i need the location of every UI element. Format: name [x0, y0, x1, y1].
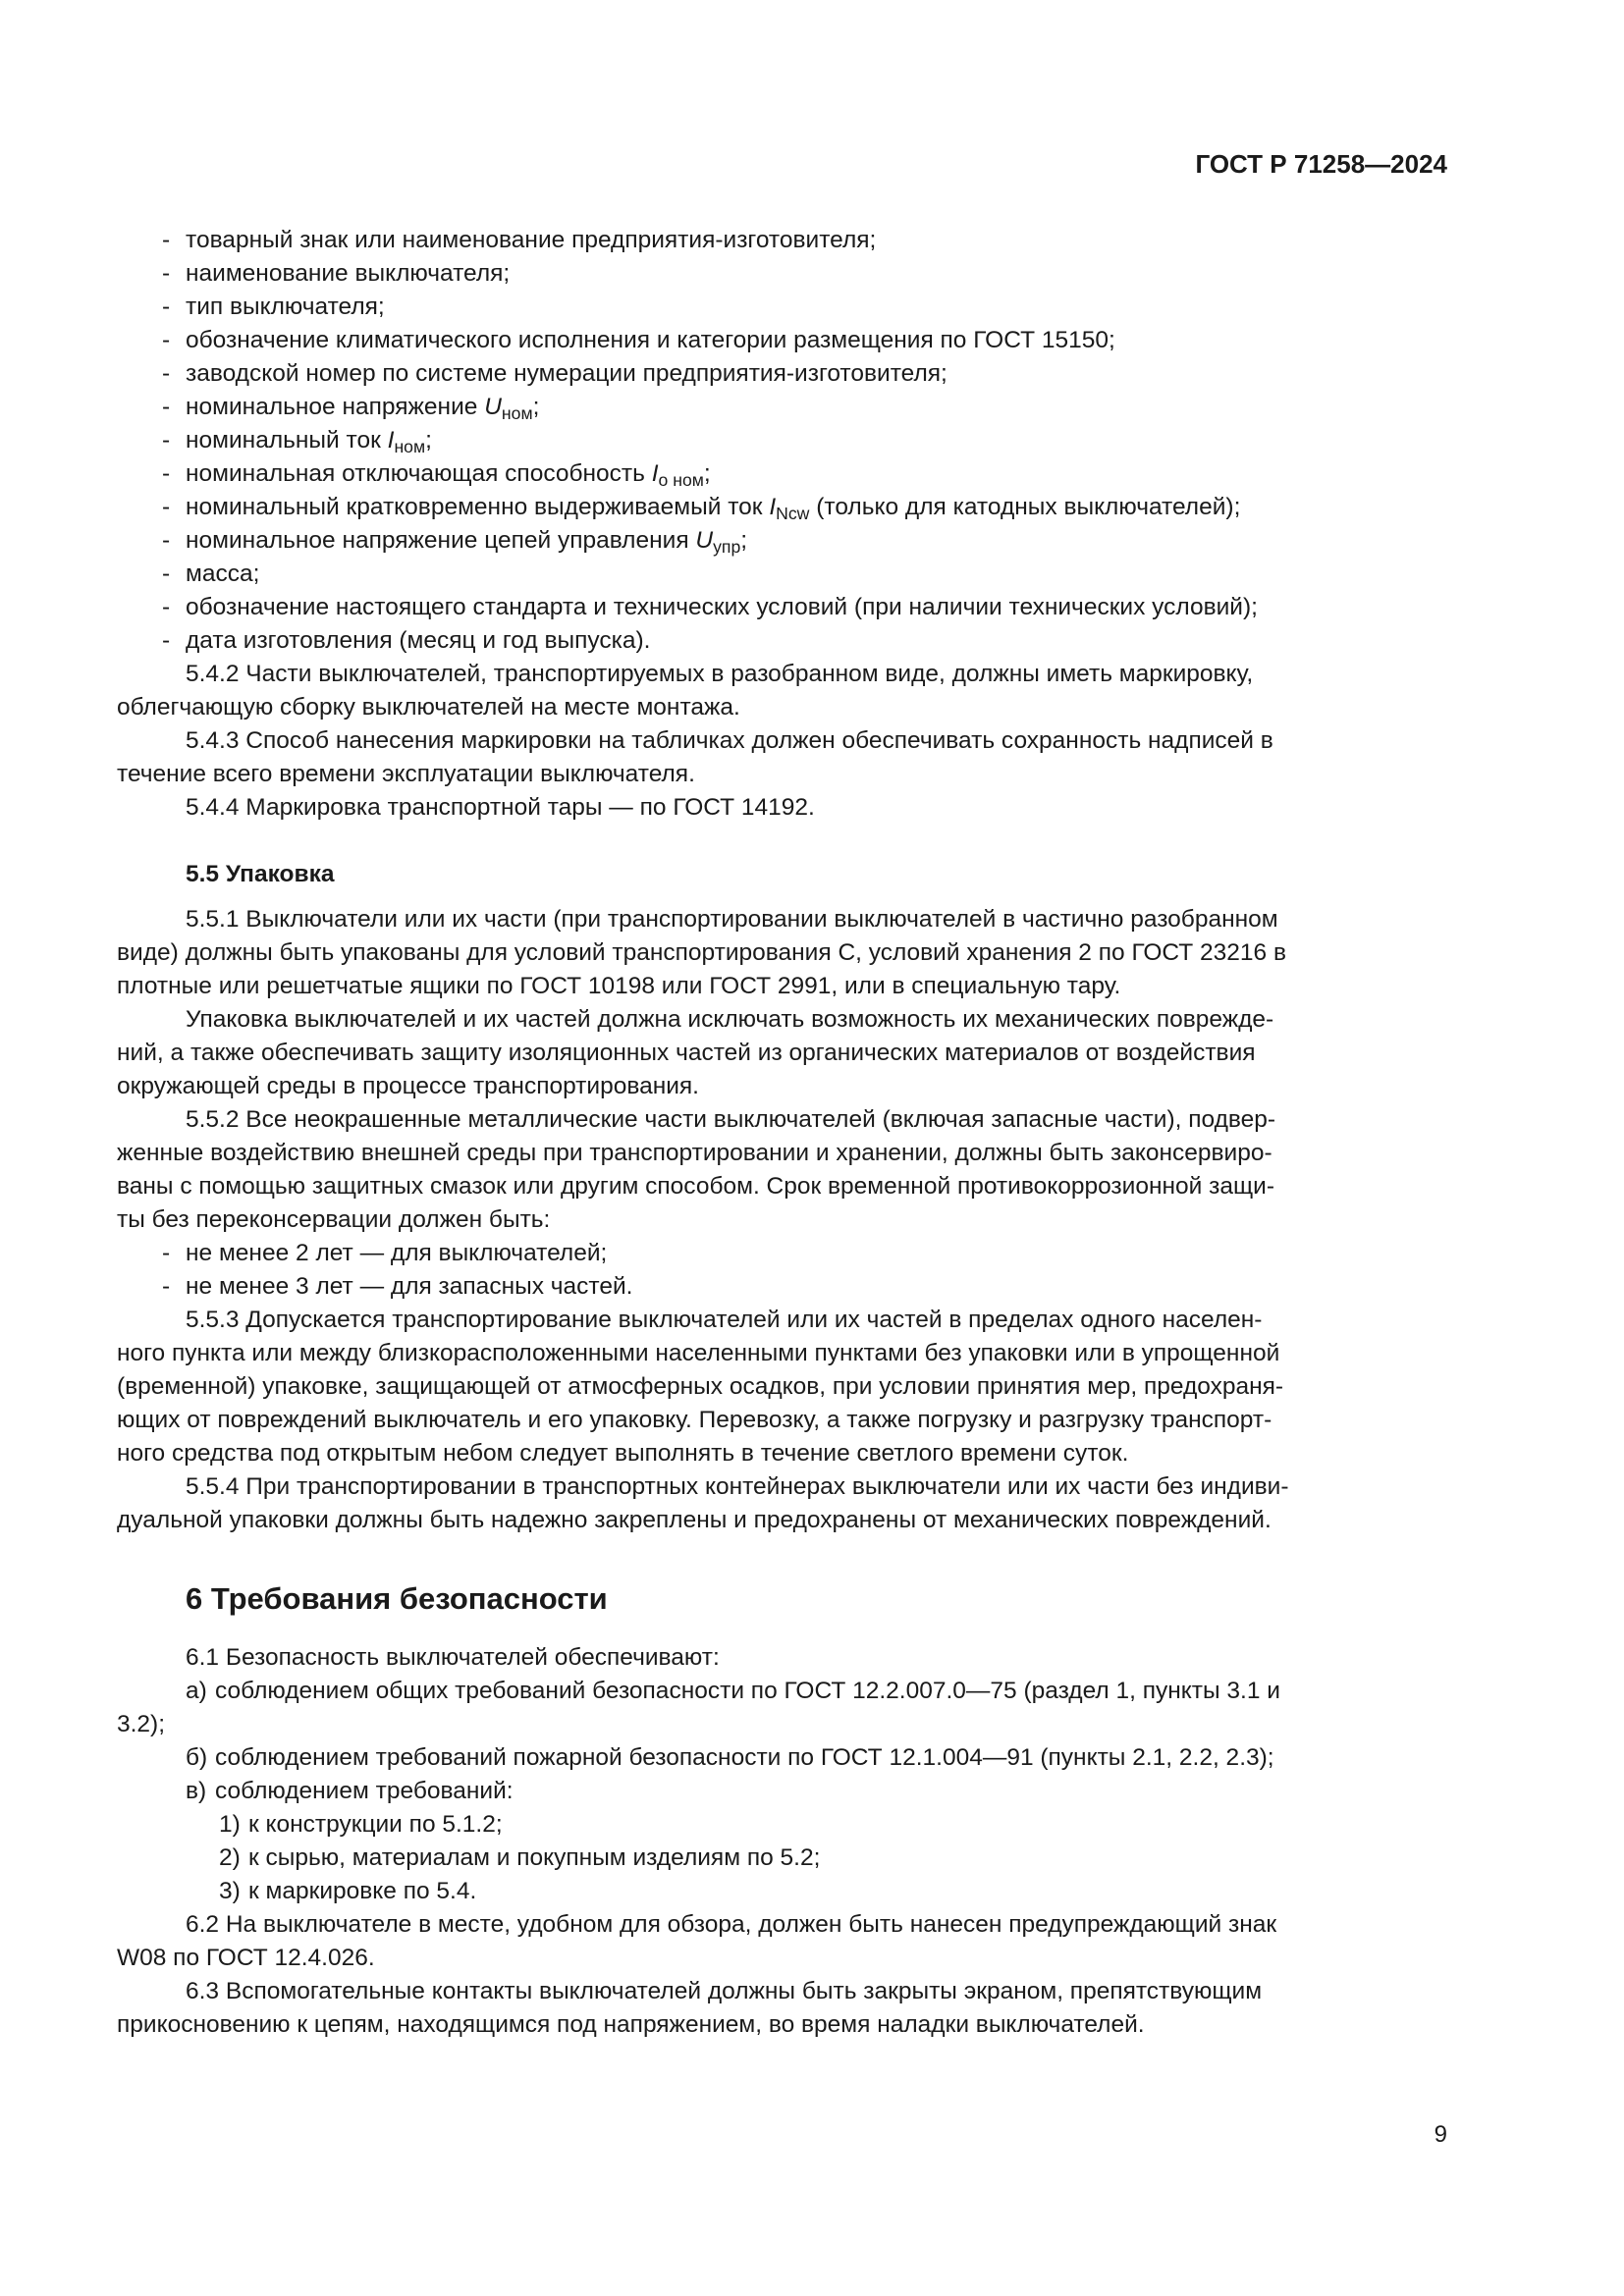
paragraph-5-4-2: 5.4.2 Части выключателей, транспортируемых в разобранном виде, должны иметь маркировку, облегчающую сборку выключателей на месте монтажа. [117, 661, 1254, 721]
paragraph-5-4-3: 5.4.3 Способ нанесения маркировки на табличках должен обеспечивать сохранность надписей в течение всего времени эксплуатации выключателя. [117, 727, 1273, 787]
list-item: в) соблюдением требований: [186, 1778, 514, 1804]
symbol-u: U [695, 527, 714, 554]
list-item-continuation: 3.2); [117, 1711, 166, 1737]
page-number: 9 [1434, 2121, 1447, 2148]
term-list [117, 1237, 1447, 1304]
list-item: - номинальное напряжение $U_{ном}$; [162, 394, 540, 423]
list-item: 3) к маркировке по 5.4. [219, 1878, 477, 1904]
paragraph-5-5-4: 5.5.4 При транспортировании в транспортных контейнерах выключатели или их части без индиви- дуальной упаковки должны быть надежно закреплены и предохранены от механических повреждений. [117, 1473, 1289, 1533]
list-item: - товарный знак или наименование предприятия-изготовителя; [162, 227, 877, 253]
paragraph-6-2: 6.2 На выключателе в месте, удобном для обзора, должен быть нанесен предупреждающий знак W08 по ГОСТ 12.4.026. [117, 1911, 1277, 1971]
page-body [117, 224, 1447, 2042]
paragraph-5-5-3: 5.5.3 Допускается транспортирование выключателей или их частей в пределах одного населен- ного пункта или между близкорасположенными населенными пунктами без упаковки или в упрощенной (временной) упаковке, защищающей от атмосферных осадков, при условии принятия мер, предохраня- ющих от повреждений выключатель и его упаковку. Перевозку, а также погрузку и разгрузку транспорт- ного средства под открытым небом следует выполнять в течение светлого времени суток. [117, 1307, 1284, 1467]
list-item: 1) к конструкции по 5.1.2; [219, 1811, 503, 1838]
symbol-i: I [387, 427, 395, 454]
symbol-u: U [484, 394, 502, 420]
list-item: - масса; [162, 561, 260, 587]
list-item: - не менее 2 лет — для выключателей; [162, 1240, 608, 1266]
list-item: - номинальная отключающая способность $I_{о ном}$; [162, 460, 711, 490]
symbol-i: I [769, 494, 777, 520]
list-item: - наименование выключателя; [162, 260, 511, 287]
list-item: - не менее 3 лет — для запасных частей. [162, 1273, 633, 1300]
chapter-heading-6: 6 Требования безопасности [186, 1581, 608, 1616]
list-item: - номинальный ток $I_{ном}$; [162, 427, 432, 456]
list-item: - обозначение климатического исполнения и категории размещения по ГОСТ 15150; [162, 327, 1115, 353]
paragraph-packing: Упаковка выключателей и их частей должна исключать возможность их механических поврежде- ний, а также обеспечивать защиту изоляционных частей из органических материалов от воздействия окружающей среды в процессе транспортирования. [117, 1006, 1274, 1099]
list-item: б) соблюдением требований пожарной безопасности по ГОСТ 12.1.004—91 (пункты 2.1, 2.2, 2.3); [186, 1744, 1274, 1771]
list-item: - дата изготовления (месяц и год выпуска). [162, 627, 651, 654]
paragraph-5-4-4: 5.4.4 Маркировка транспортной тары — по ГОСТ 14192. [186, 794, 815, 821]
marking-list [117, 224, 1447, 658]
list-item: 2) к сырью, материалам и покупным изделиям по 5.2; [219, 1844, 821, 1871]
safety-list [117, 1675, 1447, 1808]
paragraph-6-1: 6.1 Безопасность выключателей обеспечивают: [186, 1644, 720, 1671]
paragraph-6-3: 6.3 Вспомогательные контакты выключателей должны быть закрыты экраном, препятствующим прикосновению к цепям, находящимся под напряжением, во время наладки выключателей. [117, 1978, 1263, 2038]
list-item: а) соблюдением общих требований безопасности по ГОСТ 12.2.007.0—75 (раздел 1, пункты 3.1 и [186, 1678, 1280, 1704]
standard-code-header: ГОСТ Р 71258—2024 [1195, 149, 1447, 179]
list-item: - тип выключателя; [162, 294, 385, 320]
requirement-list [117, 1808, 1447, 1908]
list-item: - номинальное напряжение цепей управления $U_{упр}$; [162, 527, 748, 557]
list-item: - номинальный кратковременно выдерживаемый ток $I_{Ncw}$ (только для катодных выключателей); [162, 494, 1241, 523]
list-item: - обозначение настоящего стандарта и технических условий (при наличии технических условий); [162, 594, 1258, 620]
symbol-i: I [651, 460, 659, 487]
paragraph-5-5-1: 5.5.1 Выключатели или их части (при транспортировании выключателей в частично разобранном виде) должны быть упакованы для условий транспортирования С, условий хранения 2 по ГОСТ 23216 в плотные или решетчатые ящики по ГОСТ 10198 или ГОСТ 2991, или в специальную тару. [117, 906, 1286, 999]
paragraph-5-5-2: 5.5.2 Все неокрашенные металлические части выключателей (включая запасные части), подвер- женные воздействию внешней среды при транспортировании и хранении, должны быть законсервиро- ваны с помощью защитных смазок или другим способом. Срок временной противокоррозионной защи- ты без переконсервации должен быть: [117, 1106, 1276, 1233]
section-heading-5-5: 5.5 Упаковка [186, 861, 335, 887]
list-item: - заводской номер по системе нумерации предприятия-изготовителя; [162, 360, 947, 387]
